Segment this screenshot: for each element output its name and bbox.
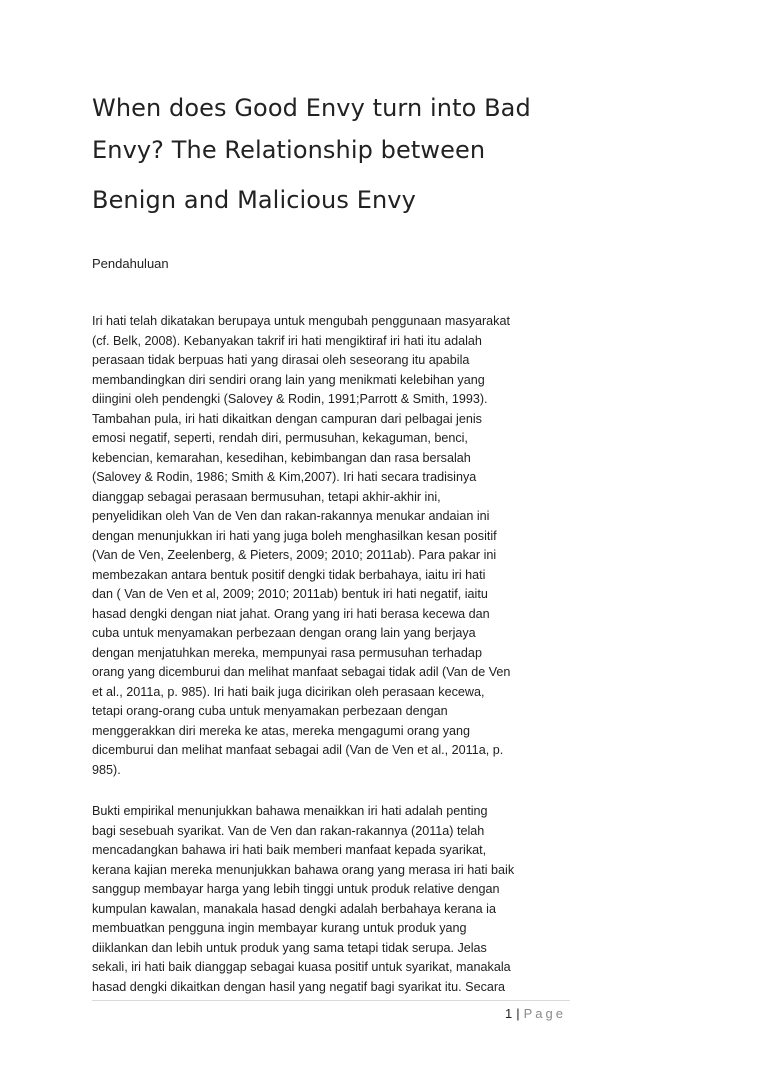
paragraph-line: emosi negatif, seperti, rendah diri, permusuhan, kekaguman, benci, (92, 431, 468, 445)
paragraph-line: dan ( Van de Ven et al, 2009; 2010; 2011ab) bentuk iri hati negatif, iaitu (92, 587, 488, 601)
paragraph-line: (Van de Ven, Zeelenberg, & Pieters, 2009; 2010; 2011ab). Para pakar ini (92, 548, 497, 562)
section-heading: Pendahuluan (92, 256, 169, 271)
title-line-3: Benign and Malicious Envy (92, 186, 416, 214)
page-number: 1 (505, 1006, 513, 1021)
paragraph-2 (92, 802, 570, 997)
paragraph-line: diingini oleh pendengki (Salovey & Rodin, 1991;Parrott & Smith, 1993). (92, 392, 488, 406)
paragraph-line: dicemburui dan melihat manfaat sebagai adil (Van de Ven et al., 2011a, p. (92, 743, 504, 757)
paragraph-line: dengan menunjukkan iri hati yang juga boleh menghasilkan kesan positif (92, 528, 497, 543)
paragraph-line: Bukti empirikal menunjukkan bahawa menaikkan iri hati adalah penting (92, 804, 488, 818)
paragraph-line: et al., 2011a, p. 985). Iri hati baik juga dicirikan oleh perasaan kecewa, (92, 684, 485, 699)
paragraph-line: orang yang dicemburui dan melihat manfaat sebagai tidak adil (Van de Ven (92, 665, 511, 679)
paragraph-line: menggerakkan diri mereka ke atas, mereka mengagumi orang yang (92, 723, 471, 738)
paragraph-line: Iri hati telah dikatakan berupaya untuk mengubah penggunaan masyarakat (92, 314, 510, 328)
paragraph-line: kerana kajian mereka menunjukkan bahawa orang yang merasa iri hati baik (92, 862, 515, 877)
paragraph-line: sekali, iri hati baik dianggap sebagai kuasa positif untuk syarikat, manakala (92, 960, 511, 974)
paragraph-line: membezakan antara bentuk positif dengki tidak berbahaya, iaitu iri hati (92, 567, 486, 582)
paragraph-line: kumpulan kawalan, manakala hasad dengki adalah berbahaya kerana ia (92, 901, 496, 916)
title-line-2: Envy? The Relationship between (92, 136, 486, 164)
paragraph-line: perasaan tidak berpuas hati yang dirasai oleh seseorang itu apabila (92, 353, 470, 367)
paragraph-line: Tambahan pula, iri hati dikaitkan dengan campuran dari pelbagai jenis (92, 411, 482, 426)
paragraph-line: dengan menjatuhkan mereka, mempunyai rasa permusuhan terhadap (92, 645, 482, 660)
paragraph-line: tetapi orang-orang cuba untuk menyamakan perbezaan dengan (92, 704, 448, 718)
paragraph-line: mencadangkan bahawa iri hati baik memberi manfaat kepada syarikat, (92, 843, 487, 857)
page-footer (505, 1006, 566, 1021)
paragraph-line: membuatkan pengguna ingin membayar kurang untuk produk yang (92, 921, 467, 935)
paragraph-line: 985). (92, 762, 121, 777)
paragraph-line: sanggup membayar harga yang lebih tinggi untuk produk relative dengan (92, 882, 500, 896)
paragraph-line: (Salovey & Rodin, 1986; Smith & Kim,2007). Iri hati secara tradisinya (92, 470, 477, 484)
paragraph-line: membandingkan diri sendiri orang lain yang menikmati kelebihan yang (92, 372, 485, 387)
paragraph-line: dianggap sebagai perasaan bermusuhan, tetapi akhir-akhir ini, (92, 489, 441, 504)
paragraph-line: hasad dengki dikaitkan dengan hasil yang negatif bagi syarikat itu. Secara (92, 979, 506, 994)
paragraph-line: cuba untuk menyamakan perbezaan dengan orang lain yang berjaya (92, 626, 476, 640)
paragraph-line: diiklankan dan lebih untuk produk yang sama tetapi tidak serupa. Jelas (92, 940, 487, 955)
paragraph-1 (92, 312, 570, 780)
footer-separator: | (516, 1006, 520, 1021)
title-line-1: When does Good Envy turn into Bad (92, 94, 531, 122)
paragraph-line: penyelidikan oleh Van de Ven dan rakan-rakannya menukar andaian ini (92, 509, 490, 523)
paragraph-line: hasad dengki dengan niat jahat. Orang yang iri hati berasa kecewa dan (92, 606, 490, 621)
paragraph-line: kebencian, kemarahan, kesedihan, kebimbangan dan rasa bersalah (92, 450, 471, 465)
paragraph-line: (cf. Belk, 2008). Kebanyakan takrif iri hati mengiktiraf iri hati itu adalah (92, 333, 482, 348)
footer-divider (92, 1000, 570, 1001)
paragraph-line: bagi sesebuah syarikat. Van de Ven dan rakan-rakannya (2011a) telah (92, 823, 485, 838)
page-label: Page (523, 1006, 566, 1021)
